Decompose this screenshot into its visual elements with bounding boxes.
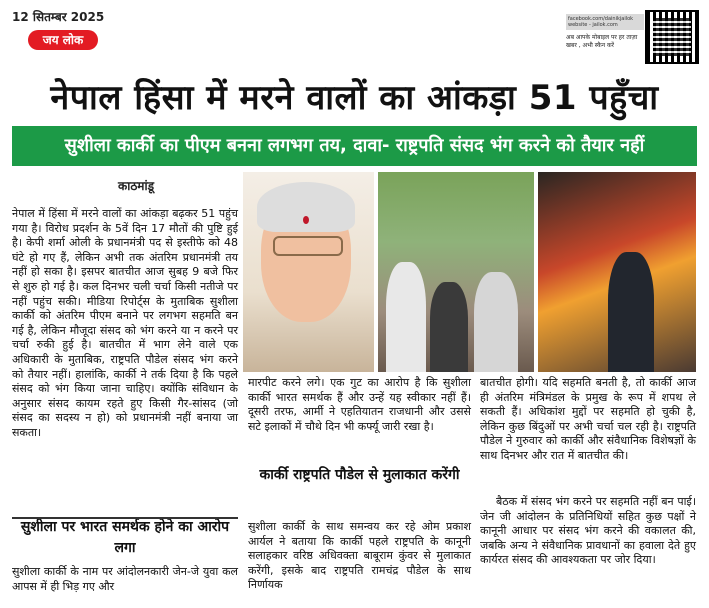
masthead [0,0,709,64]
qr-tagline: अब आपके मोबाइल पर हर ताज़ा खबर , अभी स्कैन करें [566,34,638,49]
article-column-1: नेपाल में हिंसा में मरने वालों का आंकड़ा बढ़कर 51 पहुंच गया है। विरोध प्रदर्शन के 5वें दिन 17 मौतों की पुष्टि हुई है। केपी शर्मा ओली के प्रधानमंत्री पद से इस्तीफे को 48 घंटे हो गए हैं, लेकिन अभी तक अंतरिम प्रधानमंत्री तय नहीं हो सका है। इसपर बातचीत आज सुबह 9 बजे फिर से शुरु हो गई है। कल दिनभर चली चर्चा किसी नतीजे पर नहीं पहुंच सकी। मीडिया रिपोर्ट्स के मुताबिक सुशीला कार्की को अंतरिम पीएम बनाने पर लगभग सहमति बन गई है, लेकिन मौजूदा संसद को भंग करने या न करने पर चर्चा रुकी हुई है। बातचीत में भाग लेने वाले एक अधिकारी के मुताबिक, राष्ट्रपति पौडेल संसद भंग करने को तैयार नहीं। हालांकि, कार्की ने तर्क दिया है कि पहले संसद को भंग किया जाना चाहिए। क्योंकि संविधान के अनुसार संसद कायम रहते हुए किसी गैर-सांसद (जो संसद का सदस्य न हो) को प्रधानमंत्री नहीं बनाया जा सकता। [12,207,238,439]
photo-sushila-karki [243,172,374,372]
divider [12,517,238,519]
subheadline-band: सुशीला कार्की का पीएम बनना लगभग तय, दावा- राष्ट्रपति संसद भंग करने को तैयार नहीं [12,126,697,166]
section-heading-president-meeting: कार्की राष्ट्रपति पौडेल से मुलाकात करेंगी [259,467,460,483]
page-title: नेपाल हिंसा में मरने वालों का आंकड़ा 51 पहुँचा [50,78,659,118]
qr-code-icon [645,10,699,64]
photo-protesters [378,172,534,372]
issue-date: 12 सितम्बर 2025 [12,10,105,24]
newspaper-logo: जय लोक [28,30,98,50]
article-column-3: बातचीत होगी। यदि सहमति बनती है, तो कार्की आज ही अंतरिम मंत्रिमंडल के प्रमुख के रूप में शपथ ले सकती हैं। अधिकांश मुद्दों पर सहमति हो चुकी है, लेकिन कुछ बिंदुओं पर अभी चर्चा चल रही है। राष्ट्रपति पौडेल ने गुरुवार को कार्की और संवैधानिक विशेषज्ञों के साथ दिनभर और रात में बातचीत की। [480,376,696,462]
photo-fire-protest [538,172,696,372]
dateline: काठमांडू [118,179,155,193]
article-column-1-continued: सुशीला कार्की के नाम पर आंदोलनकारी जेन-जे युवा कल आपस में ही भिड़ गए और [12,565,238,593]
social-links: facebook.com/dainikjailok website - jailok.com [566,14,644,30]
article-column-2-continued: सुशीला कार्की के साथ समन्वय कर रहे ओम प्रकाश आर्यल ने बताया कि कार्की पहले राष्ट्रपति के कानूनी सलाहकार वरिष्ठ अधिवक्ता बाबूराम कुंवर से मुलाकात करेंगी, इसके बाद राष्ट्रपति रामचंद्र पौडेल के साथ निर्णायक [248,520,471,592]
article-column-3-continued: बैठक में संसद भंग करने पर सहमति नहीं बन पाई। जेन जी आंदोलन के प्रतिनिधियों सहित कुछ पक्षों ने कानूनी आधार पर संसद भंग करने की वकालत की, जबकि अन्य ने संवैधानिक प्रावधानों का हवाला देते हुए कार्यरत संसद की आवश्यकता पर जोर दिया। [480,495,696,567]
section-heading-india-allegation: सुशीला पर भारत समर्थक होने का आरोप लगा [12,517,238,559]
article-column-2: मारपीट करने लगे। एक गुट का आरोप है कि सुशीला कार्की भारत समर्थक हैं और उन्हें यह स्वीकार नहीं हैं। दूसरी तरफ, आर्मी ने एहतियातन राजधानी और उससे सटे इलाकों में चौथे दिन भी कर्फ्यू जारी रखा है। [248,376,471,433]
